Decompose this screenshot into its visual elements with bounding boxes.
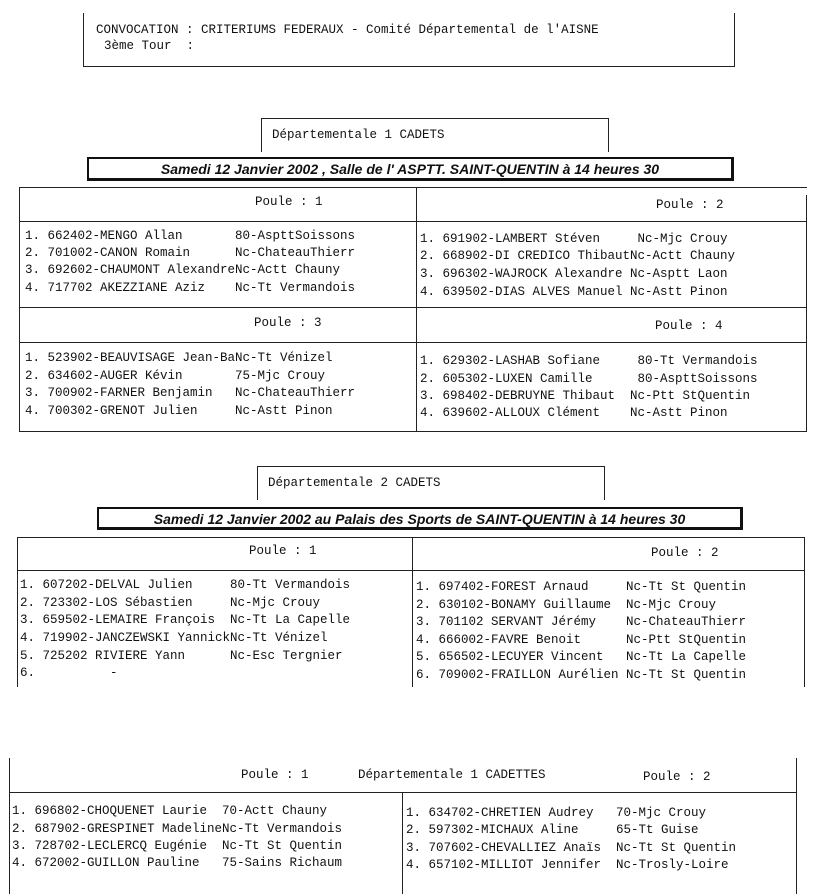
list-item: 4. 666002-FAVRE Benoit Nc-Ptt StQuentin [416, 633, 747, 647]
grid-left-line [17, 537, 18, 687]
list-item: 2. 605302-LUXEN Camille 80-AspttSoissons [420, 372, 758, 386]
banner-d2-cadets: Samedi 12 Janvier 2002 au Palais des Sports de SAINT-QUENTIN à 14 heures 30 [97, 507, 743, 530]
grid-subheader-line-2 [19, 342, 807, 343]
list-item: 3. 698402-DEBRUYNE Thibaut Nc-Ptt StQuentin [420, 389, 751, 403]
poule-3-title: Poule : 3 [254, 316, 322, 330]
list-item: 3. 707602-CHEVALLIEZ Anaïs Nc-Tt St Quentin [406, 841, 737, 855]
convocation-line-2: 3ème Tour : [104, 39, 195, 53]
section-title-d2-cadets: Départementale 2 CADETS [257, 466, 605, 500]
list-item: 4. 657102-MILLIOT Jennifer Nc-Trosly-Loire [406, 858, 729, 872]
list-item: 6. 709002-FRAILLON Aurélien Nc-Tt St Quentin [416, 668, 747, 682]
poule-4-title: Poule : 4 [655, 319, 723, 333]
list-item: 4. 672002-GUILLON Pauline 75-Sains Richaum [12, 856, 343, 870]
list-item: 3. 728702-LECLERCQ Eugénie Nc-Tt St Quentin [12, 839, 343, 853]
poule-1-title: Poule : 1 [255, 195, 323, 209]
poules-grid-d1-cadettes [9, 758, 797, 894]
poule-1-title: Poule : 1 [241, 768, 309, 782]
section-title-d1-cadets: Départementale 1 CADETS [261, 118, 609, 152]
list-item: 4. 639602-ALLOUX Clément Nc-Astt Pinon [420, 406, 728, 420]
list-item: 6. - [20, 666, 118, 680]
list-item: 1. 696802-CHOQUENET Laurie 70-Actt Chauny [12, 804, 328, 818]
banner-d1-cadets: Samedi 12 Janvier 2002 , Salle de l' ASPTT. SAINT-QUENTIN à 14 heures 30 [87, 157, 734, 181]
convocation-line-1: CONVOCATION : CRITERIUMS FEDERAUX - Comité Départemental de l'AISNE [96, 23, 599, 37]
poule-1-title: Poule : 1 [249, 544, 317, 558]
list-item: 3. 700902-FARNER Benjamin Nc-ChateauThierr [25, 386, 356, 400]
list-item: 5. 725202 RIVIERE Yann Nc-Esc Tergnier [20, 649, 343, 663]
list-item: 4. 639502-DIAS ALVES Manuel Nc-Astt Pinon [420, 285, 728, 299]
list-item: 1. 634702-CHRETIEN Audrey 70-Mjc Crouy [406, 806, 707, 820]
poule-2-title: Poule : 2 [651, 546, 719, 560]
list-item: 3. 659502-LEMAIRE François Nc-Tt La Capelle [20, 613, 351, 627]
grid-center-line [416, 187, 417, 432]
list-item: 4. 719902-JANCZEWSKI YannickNc-Tt Vénizel [20, 631, 328, 645]
grid-left-line [9, 758, 10, 894]
list-item: 4. 700302-GRENOT Julien Nc-Astt Pinon [25, 404, 333, 418]
grid-top-line [17, 537, 805, 538]
grid-top-line [19, 187, 807, 188]
poules-grid-d2-cadets [17, 537, 805, 687]
grid-subheader-line [9, 792, 797, 793]
list-item: 2. 701002-CANON Romain Nc-ChateauThierr [25, 246, 356, 260]
list-item: 1. 629302-LASHAB Sofiane 80-Tt Vermandois [420, 354, 758, 368]
list-item: 5. 656502-LECUYER Vincent Nc-Tt La Capelle [416, 650, 747, 664]
list-item: 1. 697402-FOREST Arnaud Nc-Tt St Quentin [416, 580, 747, 594]
grid-center-line [402, 792, 403, 894]
list-item: 4. 717702 AKEZZIANE Aziz Nc-Tt Vermandois [25, 281, 356, 295]
grid-center-line [412, 537, 413, 687]
list-item: 2. 668902-DI CREDICO ThibautNc-Actt Chauny [420, 249, 736, 263]
list-item: 2. 634602-AUGER Kévin 75-Mjc Crouy [25, 369, 326, 383]
grid-bottom-line [19, 431, 807, 432]
grid-left-line [19, 187, 20, 432]
poule-2-title: Poule : 2 [656, 198, 724, 212]
list-item: 3. 701102 SERVANT Jérémy Nc-ChateauThierr [416, 615, 747, 629]
list-item: 3. 692602-CHAUMONT AlexandreNc-Actt Chauny [25, 263, 341, 277]
convocation-header [83, 13, 735, 67]
list-item: 1. 607202-DELVAL Julien 80-Tt Vermandois [20, 578, 351, 592]
grid-right-line [796, 758, 797, 894]
list-item: 2. 597302-MICHAUX Aline 65-Tt Guise [406, 823, 699, 837]
list-item: 1. 691902-LAMBERT Stéven Nc-Mjc Crouy [420, 232, 728, 246]
list-item: 2. 723302-LOS Sébastien Nc-Mjc Crouy [20, 596, 321, 610]
poules-grid-d1-cadets [19, 187, 807, 432]
poule-2-title: Poule : 2 [643, 770, 711, 784]
grid-middle-line [19, 307, 807, 308]
grid-subheader-line [17, 570, 805, 571]
grid-right-line [806, 195, 807, 432]
grid-subheader-line [19, 221, 807, 222]
list-item: 2. 630102-BONAMY Guillaume Nc-Mjc Crouy [416, 598, 717, 612]
grid-right-line [804, 537, 805, 687]
list-item: 3. 696302-WAJROCK Alexandre Nc-Asptt Laon [420, 267, 728, 281]
list-item: 2. 687902-GRESPINET MadelineNc-Tt Vermandois [12, 822, 343, 836]
list-item: 1. 523902-BEAUVISAGE Jean-BaNc-Tt Vénizel [25, 351, 333, 365]
list-item: 1. 662402-MENGO Allan 80-AspttSoissons [25, 229, 356, 243]
section-title-d1-cadettes: Départementale 1 CADETTES [358, 768, 546, 782]
